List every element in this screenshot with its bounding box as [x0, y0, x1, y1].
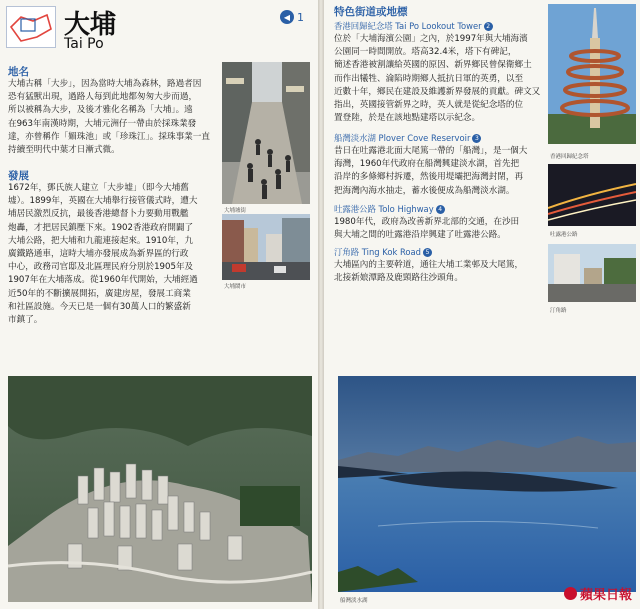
- audio-track-badge[interactable]: 4: [436, 205, 445, 214]
- landmark-title-text: 吐露港公路 Tolo Highway: [334, 204, 434, 214]
- text-line: 而作出犧牲、淪陷時期鄉人抵抗日軍的英勇，以至: [334, 73, 524, 84]
- audio-track[interactable]: [280, 10, 304, 24]
- text-line: 和社區設施。今天已是一個有30萬人口的繁盛新: [8, 301, 191, 312]
- ting-kok-road-photo: [548, 244, 636, 302]
- page-subtitle: Tai Po: [64, 36, 104, 52]
- apple-logo-icon: [564, 587, 577, 600]
- text-line: 把海灣內海水抽走，蓄水後便成為船灣淡水湖。: [334, 185, 515, 196]
- text-line: 埔居民激烈反抗，最後香港總督卜力要動用戰艦: [8, 209, 189, 220]
- text-line: 與大埔之間的吐露港沿岸興建了吐露港公路。: [334, 230, 506, 241]
- town-street-photo: [222, 214, 310, 280]
- text-line: 北接新娘潭路及鹿頸路往沙頭角。: [334, 273, 463, 284]
- text-line: 近數十年，鄉民在建設及維護新界發展的貢獻。碑文又: [334, 86, 541, 97]
- photo-caption: 大埔鬧市: [224, 284, 247, 290]
- text-line: 恐有猛獸出現，過路人每到此地都匆匆大步而過，: [8, 92, 198, 103]
- text-line: 簡述香港被割讓給英國的原因、新界鄉民曾保衛鄉土: [334, 60, 532, 71]
- audio-track-number: 1: [297, 10, 304, 24]
- highway-night-photo: [548, 164, 636, 226]
- landmark-title-text: 汀角路 Ting Kok Road: [334, 247, 421, 257]
- photo-caption: 汀角路: [550, 308, 567, 314]
- text-line: 大埔區內的主要幹道，通往大埔工業邨及大尾篤，: [334, 260, 524, 270]
- text-line: 炮轟，才把居民鎮壓下來。1902香港政府開闢了: [8, 222, 194, 233]
- street-market-photo: [222, 62, 310, 204]
- text-line: 在963年南漢時期，大埔元洲仔一帶由於採珠業發: [8, 118, 197, 129]
- landmarks-heading: 特色街道或地標: [334, 6, 408, 18]
- text-line: 廣鐵路通車，這時大埔亦發展成為新界區的行政: [8, 249, 189, 260]
- text-line: 指出，英國接管新界之時，英人就是從紀念塔的位: [334, 100, 524, 111]
- audio-track-badge[interactable]: 5: [423, 248, 432, 257]
- landmark-title: [334, 132, 481, 144]
- text-line: 海灣，1960年代政府在船灣興建淡水湖，首先把: [334, 159, 520, 170]
- text-line: 所以被稱為大步，及後才雅化名稱為「大埔」。遠: [8, 105, 193, 116]
- landmark-title-text: 船灣淡水湖 Plover Cove Reservoir: [334, 133, 471, 143]
- text-line: 大埔古稱「大步」，因為當時大埔為森林，路過者因: [8, 79, 202, 89]
- text-line: 置登陸，於是在該地點建塔以示紀念。: [334, 113, 481, 124]
- landmark-title: [334, 203, 445, 215]
- text-line: 市鎮了。: [8, 315, 43, 326]
- landmark-description: [334, 259, 544, 285]
- text-line: 達，亦曾稱作「媚珠池」或「珍珠江」。採珠事業一直: [8, 131, 210, 142]
- section-body-place-name: [8, 78, 220, 157]
- section-heading-development: 發展: [8, 170, 29, 182]
- text-line: 墟）。1899年，英國在大埔舉行接管儀式時，遭大: [8, 196, 198, 207]
- right-page: [324, 0, 640, 609]
- audio-track-badge[interactable]: 3: [472, 134, 481, 143]
- landmark-description: [334, 145, 544, 198]
- audio-track-badge[interactable]: 2: [484, 22, 493, 31]
- district-map-icon: [6, 6, 56, 48]
- photo-caption: 船灣淡水湖: [340, 598, 368, 604]
- text-line: 1672年，鄧氏族人建立「大步墟」（即今大埔舊: [8, 183, 189, 193]
- landmark-title: [334, 246, 432, 258]
- text-line: 昔日在吐露港北面大尾篤一帶的「船灣」，是一個大: [334, 146, 528, 156]
- lookout-tower-photo: [548, 4, 636, 144]
- apple-daily-watermark: [564, 584, 632, 603]
- photo-caption: 香港回歸紀念塔: [550, 154, 589, 160]
- text-line: 1907年在大埔落成。從1960年代開始，大埔經過: [8, 275, 198, 286]
- landmark-description: [334, 216, 544, 242]
- landmark-title-text: 香港回歸紀念塔 Tai Po Lookout Tower: [334, 21, 482, 31]
- text-line: 位於「大埔海濱公園」之內，於1997年與大埔海濱: [334, 34, 528, 44]
- photo-caption: 大埔墟街: [224, 208, 247, 214]
- reservoir-photo: [338, 376, 636, 592]
- aerial-town-photo: [8, 376, 312, 602]
- landmark-description: [334, 33, 544, 125]
- text-line: 近50年的不斷擴展開拓，廣建房屋，發展工商業: [8, 288, 191, 299]
- watermark-text: 蘋果日報: [579, 588, 632, 603]
- section-body-development: [8, 182, 220, 327]
- text-line: 公園同一時間開放。塔高32.4米，塔下有碑記，: [334, 47, 517, 58]
- text-line: 持續至明代中葉才日漸式微。: [8, 145, 120, 156]
- text-line: 中心，政務司官邸及北區理民府分別於1905年及: [8, 262, 194, 273]
- text-line: 沿岸的多條鄉村拆遷，然後用堤壩把海灣封閉，再: [334, 172, 524, 183]
- photo-caption: 吐露港公路: [550, 232, 578, 238]
- page-title: 大埔: [64, 10, 117, 40]
- left-page: [0, 0, 318, 609]
- text-line: 1980年代，政府為改善新界北部的交通，在沙田: [334, 217, 520, 227]
- text-line: 大埔公路，把大埔和九龍連接起來。1910年，九: [8, 235, 194, 246]
- speaker-icon: ◀: [280, 10, 294, 24]
- landmark-title: [334, 20, 493, 32]
- section-heading-place-name: 地名: [8, 66, 29, 78]
